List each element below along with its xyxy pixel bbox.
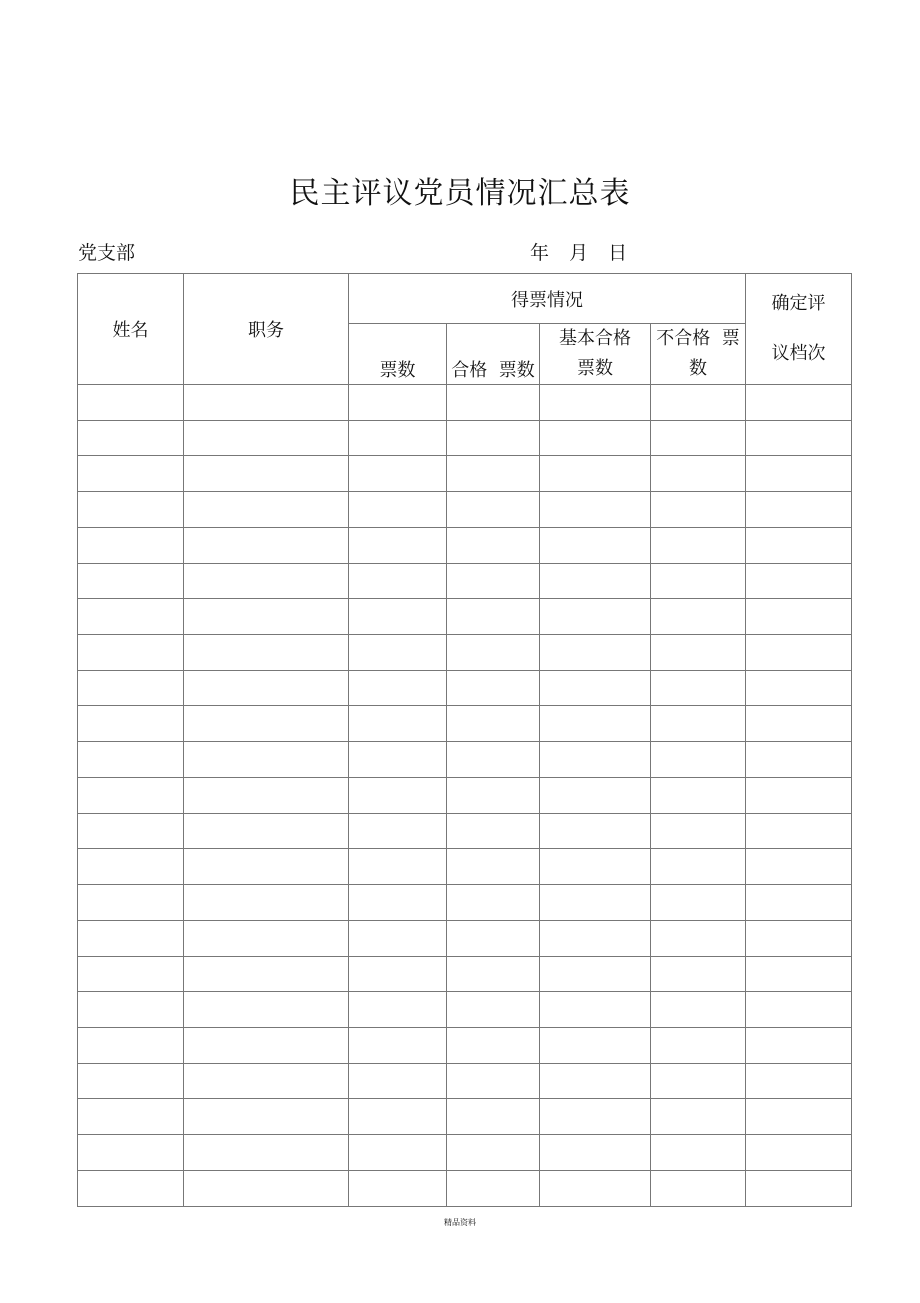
table-cell	[349, 849, 447, 885]
table-cell	[651, 1063, 746, 1099]
table-cell	[184, 563, 349, 599]
table-row	[78, 635, 852, 671]
table-cell	[447, 492, 540, 528]
table-row	[78, 849, 852, 885]
header-pass-votes: 合格 票数	[447, 324, 540, 385]
table-cell	[184, 492, 349, 528]
table-cell	[746, 1099, 852, 1135]
date-line	[530, 238, 641, 265]
table-cell	[349, 563, 447, 599]
table-row	[78, 1135, 852, 1171]
table-cell	[349, 1099, 447, 1135]
table-cell	[184, 706, 349, 742]
table-cell	[651, 992, 746, 1028]
table-row	[78, 492, 852, 528]
table-row	[78, 885, 852, 921]
header-basic-pass-votes: 基本合格 票数	[540, 324, 651, 385]
table-cell	[540, 527, 651, 563]
table-cell	[78, 456, 184, 492]
table-cell	[447, 1027, 540, 1063]
table-row	[78, 527, 852, 563]
table-cell	[184, 742, 349, 778]
table-cell	[746, 1027, 852, 1063]
table-cell	[540, 670, 651, 706]
table-cell	[746, 849, 852, 885]
table-cell	[78, 492, 184, 528]
table-cell	[746, 527, 852, 563]
table-cell	[447, 706, 540, 742]
table-cell	[78, 992, 184, 1028]
table-row	[78, 670, 852, 706]
table-row	[78, 920, 852, 956]
table-cell	[651, 1099, 746, 1135]
table-cell	[349, 1170, 447, 1206]
table-cell	[447, 635, 540, 671]
table-cell	[540, 742, 651, 778]
table-cell	[184, 1170, 349, 1206]
table-cell	[78, 527, 184, 563]
table-cell	[651, 706, 746, 742]
table-cell	[447, 742, 540, 778]
table-cell	[349, 670, 447, 706]
table-cell	[447, 599, 540, 635]
table-cell	[447, 1063, 540, 1099]
table-cell	[78, 1099, 184, 1135]
month-label: 月	[569, 242, 589, 264]
table-cell	[78, 599, 184, 635]
table-cell	[540, 992, 651, 1028]
table-cell	[746, 885, 852, 921]
table-cell	[184, 1135, 349, 1171]
table-cell	[349, 706, 447, 742]
day-label: 日	[608, 242, 628, 264]
table-cell	[540, 1099, 651, 1135]
table-row	[78, 956, 852, 992]
table-cell	[651, 492, 746, 528]
table-cell	[746, 420, 852, 456]
table-cell	[184, 1099, 349, 1135]
table-row	[78, 777, 852, 813]
table-cell	[447, 385, 540, 421]
branch-label: 党支部	[78, 242, 136, 264]
table-cell	[184, 885, 349, 921]
table-cell	[349, 742, 447, 778]
header-name: 姓名	[78, 274, 184, 385]
table-cell	[447, 563, 540, 599]
table-cell	[78, 1027, 184, 1063]
table-cell	[349, 492, 447, 528]
table-cell	[184, 992, 349, 1028]
table-cell	[746, 599, 852, 635]
table-cell	[651, 813, 746, 849]
table-cell	[349, 920, 447, 956]
table-row	[78, 706, 852, 742]
table-cell	[746, 635, 852, 671]
table-cell	[78, 563, 184, 599]
table-cell	[349, 420, 447, 456]
table-cell	[746, 385, 852, 421]
table-cell	[184, 956, 349, 992]
table-cell	[540, 813, 651, 849]
table-cell	[349, 992, 447, 1028]
table-cell	[651, 885, 746, 921]
table-cell	[349, 1027, 447, 1063]
table-cell	[78, 385, 184, 421]
table-cell	[78, 920, 184, 956]
table-cell	[78, 849, 184, 885]
table-cell	[349, 1063, 447, 1099]
table-cell	[746, 920, 852, 956]
header-votes: 票数	[349, 324, 447, 385]
table-cell	[746, 563, 852, 599]
table-cell	[447, 670, 540, 706]
table-row	[78, 599, 852, 635]
table-cell	[78, 1170, 184, 1206]
table-cell	[746, 992, 852, 1028]
table-cell	[540, 920, 651, 956]
table-cell	[447, 1099, 540, 1135]
table-cell	[540, 635, 651, 671]
table-cell	[746, 670, 852, 706]
table-cell	[651, 670, 746, 706]
table-row	[78, 1170, 852, 1206]
table-cell	[746, 456, 852, 492]
table-cell	[540, 885, 651, 921]
table-cell	[78, 777, 184, 813]
table-cell	[78, 742, 184, 778]
table-cell	[349, 635, 447, 671]
table-cell	[540, 1170, 651, 1206]
page-title: 民主评议党员情况汇总表	[289, 176, 631, 211]
table-cell	[349, 777, 447, 813]
table-cell	[349, 456, 447, 492]
table-cell	[447, 1135, 540, 1171]
table-cell	[78, 956, 184, 992]
table-cell	[746, 1063, 852, 1099]
footer-note: 精品资料	[444, 1218, 476, 1227]
table-row	[78, 813, 852, 849]
table-cell	[447, 885, 540, 921]
table-row	[78, 1063, 852, 1099]
table-cell	[78, 885, 184, 921]
table-cell	[184, 599, 349, 635]
table-cell	[447, 992, 540, 1028]
table-cell	[651, 956, 746, 992]
table-cell	[651, 1135, 746, 1171]
table-cell	[447, 456, 540, 492]
table-cell	[447, 920, 540, 956]
table-row	[78, 1027, 852, 1063]
table-cell	[349, 385, 447, 421]
table-cell	[447, 420, 540, 456]
table-row	[78, 992, 852, 1028]
table-cell	[651, 1170, 746, 1206]
table-cell	[746, 956, 852, 992]
table-row	[78, 1099, 852, 1135]
table-cell	[447, 813, 540, 849]
table-cell	[540, 1027, 651, 1063]
table-cell	[184, 1063, 349, 1099]
table-cell	[447, 1170, 540, 1206]
table-cell	[540, 1063, 651, 1099]
table-cell	[184, 420, 349, 456]
year-label: 年	[530, 242, 550, 264]
table-cell	[651, 385, 746, 421]
table-cell	[184, 527, 349, 563]
table-cell	[78, 1063, 184, 1099]
table-cell	[184, 849, 349, 885]
table-cell	[651, 920, 746, 956]
table-cell	[540, 599, 651, 635]
summary-table	[77, 273, 852, 1207]
table-cell	[651, 635, 746, 671]
table-row	[78, 563, 852, 599]
table-row	[78, 420, 852, 456]
table-cell	[746, 813, 852, 849]
table-cell	[447, 777, 540, 813]
header-fail-votes: 不合格 票 数	[651, 324, 746, 385]
table-cell	[540, 777, 651, 813]
table-cell	[349, 885, 447, 921]
table-cell	[540, 849, 651, 885]
table-cell	[447, 527, 540, 563]
table-cell	[184, 670, 349, 706]
header-votes-group: 得票情况	[349, 274, 746, 324]
table-cell	[78, 1135, 184, 1171]
table-cell	[540, 956, 651, 992]
table-cell	[349, 813, 447, 849]
table-cell	[651, 456, 746, 492]
table-cell	[78, 635, 184, 671]
table-cell	[78, 813, 184, 849]
table-cell	[184, 385, 349, 421]
table-cell	[746, 742, 852, 778]
table-cell	[540, 456, 651, 492]
table-cell	[540, 1135, 651, 1171]
table-cell	[746, 492, 852, 528]
table-cell	[184, 920, 349, 956]
table-cell	[78, 706, 184, 742]
table-cell	[746, 706, 852, 742]
table-cell	[651, 849, 746, 885]
table-cell	[184, 635, 349, 671]
table-cell	[651, 777, 746, 813]
table-cell	[651, 742, 746, 778]
table-row	[78, 385, 852, 421]
table-cell	[184, 813, 349, 849]
table-cell	[540, 420, 651, 456]
table-cell	[349, 956, 447, 992]
table-cell	[184, 1027, 349, 1063]
header-position: 职务	[184, 274, 349, 385]
table-cell	[78, 670, 184, 706]
table-cell	[651, 527, 746, 563]
table-cell	[540, 492, 651, 528]
table-cell	[184, 456, 349, 492]
header-grade: 确定评 议档次	[746, 274, 852, 385]
table-cell	[447, 849, 540, 885]
table-cell	[349, 527, 447, 563]
table-cell	[540, 385, 651, 421]
table-row	[78, 742, 852, 778]
table-row	[78, 456, 852, 492]
table-cell	[746, 777, 852, 813]
table-cell	[540, 563, 651, 599]
table-cell	[651, 599, 746, 635]
table-cell	[651, 1027, 746, 1063]
table-cell	[78, 420, 184, 456]
table-cell	[349, 1135, 447, 1171]
table-cell	[651, 563, 746, 599]
table-cell	[349, 599, 447, 635]
table-cell	[746, 1135, 852, 1171]
table-cell	[447, 956, 540, 992]
table-cell	[540, 706, 651, 742]
table-cell	[746, 1170, 852, 1206]
table-cell	[651, 420, 746, 456]
table-cell	[184, 777, 349, 813]
